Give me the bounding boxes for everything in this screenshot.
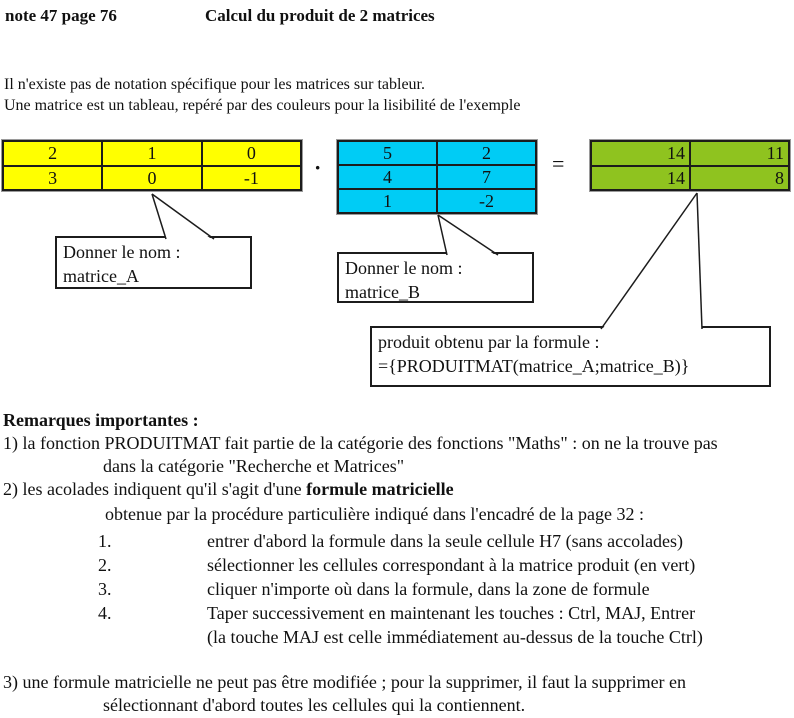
remark-2-prefix: 2) les acolades indiquent qu'il s'agit d'une	[3, 479, 307, 499]
matrix-cell: 1	[103, 142, 200, 165]
multiply-operator: ·	[314, 155, 322, 180]
matrix-cell: 8	[691, 167, 788, 190]
matrix-cell: 7	[438, 166, 535, 188]
matrix-a	[2, 140, 302, 191]
matrix-cell: -1	[203, 167, 300, 190]
matrix-cell: 4	[339, 166, 436, 188]
remark-2-line2: obtenue par la procédure particulière indiqué dans l'encadré de la page 32 :	[105, 504, 644, 524]
matrix-b	[337, 140, 537, 214]
procedure-step	[0, 530, 794, 552]
matrix-cell: 5	[339, 142, 436, 164]
step-number: 2.	[98, 555, 112, 575]
callout-b-line2: matrice_B	[345, 282, 420, 302]
intro-line-1: Il n'existe pas de notation spécifique pour les matrices sur tableur.	[4, 76, 425, 93]
callout-matrix-b	[337, 252, 534, 303]
matrix-cell: 0	[203, 142, 300, 165]
matrix-cell: -2	[438, 190, 535, 212]
procedure-step	[0, 578, 794, 600]
remark-1-line2: dans la catégorie "Recherche et Matrices"	[103, 456, 405, 476]
note-reference: note 47 page 76	[5, 6, 117, 25]
matrix-cell: 2	[438, 142, 535, 164]
step-text: cliquer n'importe où dans la formule, dans la zone de formule	[207, 579, 650, 599]
remark-3-line2: sélectionnant d'abord toutes les cellules qui la contiennent.	[103, 695, 526, 715]
equals-operator: =	[552, 151, 565, 176]
matrix-cell: 1	[339, 190, 436, 212]
remarks-title: Remarques importantes :	[3, 410, 199, 430]
step-text: Taper successivement en maintenant les touches : Ctrl, MAJ, Entrer	[207, 603, 696, 623]
callout-matrix-a	[55, 236, 252, 289]
matrix-product	[590, 140, 790, 191]
step-text: entrer d'abord la formule dans la seule cellule H7 (sans accolades)	[207, 531, 684, 551]
matrix-cell: 2	[4, 142, 101, 165]
step-number: 1.	[98, 531, 112, 551]
matrix-cell: 11	[691, 142, 788, 165]
formula-caption: produit obtenu par la formule :	[378, 332, 600, 352]
step-number: 3.	[98, 579, 112, 599]
procedure-step	[0, 554, 794, 576]
remark-3-line1: 3) une formule matricielle ne peut pas être modifiée ; pour la supprimer, il faut la supprimer en	[3, 672, 687, 692]
callout-a-line1: Donner le nom :	[63, 242, 181, 262]
matrix-cell: 0	[103, 167, 200, 190]
matrix-cell: 14	[592, 167, 689, 190]
step-number: 4.	[98, 603, 112, 623]
formula-text: ={PRODUITMAT(matrice_A;matrice_B)}	[378, 356, 690, 376]
intro-line-2: Une matrice est un tableau, repéré par des couleurs pour la lisibilité de l'exemple	[4, 97, 521, 114]
page-title: Calcul du produit de 2 matrices	[205, 6, 435, 25]
remark-2-line1	[3, 478, 454, 500]
callout-a-line2: matrice_A	[63, 266, 139, 286]
step-4-continuation: (la touche MAJ est celle immédiatement au-dessus de la touche Ctrl)	[207, 627, 703, 647]
intro-paragraph	[4, 74, 520, 116]
remark-2-bold: formule matricielle	[306, 479, 454, 499]
matrix-cell: 14	[592, 142, 689, 165]
procedure-step	[0, 602, 794, 624]
step-text: sélectionner les cellules correspondant à la matrice produit (en vert)	[207, 555, 696, 575]
callout-product-formula	[370, 326, 771, 387]
remark-1-line1: 1) la fonction PRODUITMAT fait partie de la catégorie des fonctions "Maths" : on ne la trouve pas	[3, 433, 718, 453]
matrix-cell: 3	[4, 167, 101, 190]
callout-b-line1: Donner le nom :	[345, 258, 463, 278]
